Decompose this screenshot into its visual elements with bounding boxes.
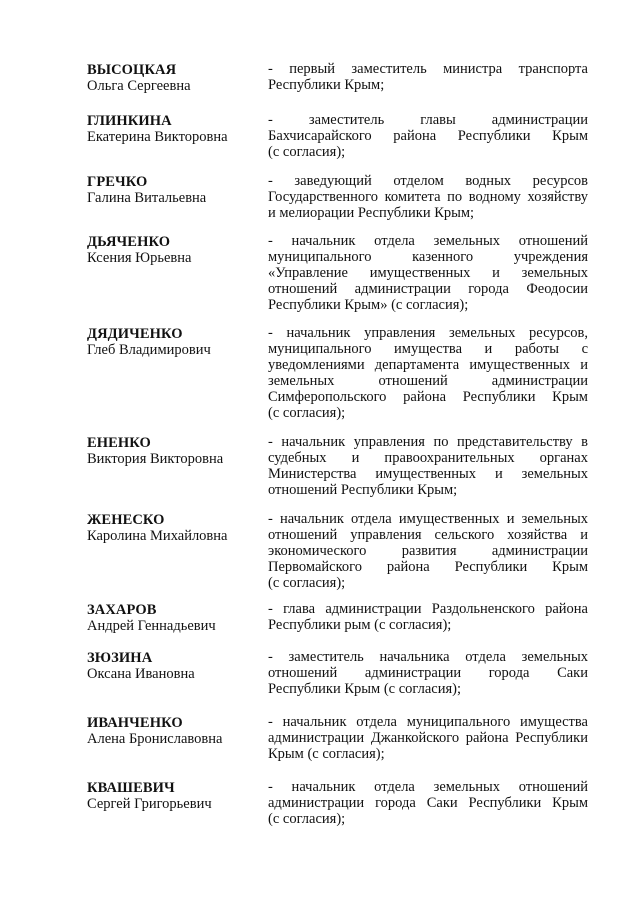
member-position	[268, 715, 588, 763]
member-surname: ЗАХАРОВ	[87, 602, 157, 618]
position-line: - начальник отдела земельных отношений	[268, 233, 588, 249]
member-surname: ЗЮЗИНА	[87, 650, 153, 666]
position-line: Республики Крым» (с согласия);	[268, 296, 469, 313]
position-line: - заведующий отделом водных ресурсов	[268, 173, 588, 189]
position-line: муниципального казенного учреждения	[268, 248, 588, 265]
member-position	[268, 435, 588, 499]
member-name	[87, 234, 262, 266]
member-given-name: Алена Брониславовна	[87, 731, 223, 747]
position-line: (с согласия);	[268, 143, 346, 160]
position-line: - начальник управления по представительству в	[268, 434, 588, 450]
member-surname: ГРЕЧКО	[87, 174, 148, 190]
position-line: - первый заместитель министра транспорта	[268, 61, 588, 77]
position-line: земельных отношений администрации	[268, 372, 588, 389]
member-given-name: Каролина Михайловна	[87, 528, 228, 544]
position-line: - заместитель главы администрации	[268, 112, 588, 128]
member-surname: ВЫСОЦКАЯ	[87, 62, 177, 78]
position-line: Республики Крым;	[268, 76, 385, 93]
position-line: администрации города Саки Республики Крым	[268, 794, 588, 811]
member-position	[268, 650, 588, 698]
member-given-name: Оксана Ивановна	[87, 666, 195, 682]
member-given-name: Ксения Юрьевна	[87, 250, 192, 266]
member-given-name: Ольга Сергеевна	[87, 78, 191, 94]
member-given-name: Андрей Геннадьевич	[87, 618, 216, 634]
member-position	[268, 602, 588, 634]
position-line: уведомлениями департамента имущественных и	[268, 356, 588, 373]
member-surname: ДЬЯЧЕНКО	[87, 234, 171, 250]
member-surname: ДЯДИЧЕНКО	[87, 326, 183, 342]
position-line: - начальник отдела имущественных и земельных	[268, 511, 588, 527]
member-surname: ИВАНЧЕНКО	[87, 715, 183, 731]
position-line: Государственного комитета по водному хозяйству	[268, 188, 588, 205]
member-name	[87, 326, 262, 358]
position-line: (с согласия);	[268, 810, 346, 827]
position-line: экономического развития администрации	[268, 542, 588, 559]
member-position	[268, 326, 588, 421]
position-line: (с согласия);	[268, 574, 346, 591]
position-line: Крым (с согласия);	[268, 745, 385, 762]
member-name	[87, 715, 262, 747]
member-name	[87, 113, 262, 145]
member-surname: ЖЕНЕСКО	[87, 512, 165, 528]
position-line: отношений Республики Крым;	[268, 481, 458, 498]
member-name	[87, 435, 262, 467]
position-line: Бахчисарайского района Республики Крым	[268, 127, 588, 144]
position-line: судебных и правоохранительных органах	[268, 449, 588, 466]
member-surname: ЕНЕНКО	[87, 435, 151, 451]
member-position	[268, 780, 588, 828]
position-line: отношений администрации города Саки	[268, 664, 588, 681]
position-line: Республики Крым (с согласия);	[268, 680, 462, 697]
member-name	[87, 174, 262, 206]
position-line: - начальник отдела муниципального имущества	[268, 714, 588, 730]
position-line: Симферопольского района Республики Крым	[268, 388, 588, 405]
member-given-name: Глеб Владимирович	[87, 342, 211, 358]
position-line: «Управление имущественных и земельных	[268, 264, 588, 281]
member-position	[268, 62, 588, 94]
member-name	[87, 512, 262, 544]
member-given-name: Сергей Григорьевич	[87, 796, 212, 812]
position-line: - глава администрации Раздольненского района	[268, 601, 588, 617]
member-surname: ГЛИНКИНА	[87, 113, 172, 129]
position-line: Республики рым (с согласия);	[268, 616, 452, 633]
member-name	[87, 62, 262, 94]
position-line: администрации Джанкойского района Республики	[268, 729, 588, 746]
position-line: отношений управления сельского хозяйства и	[268, 526, 588, 543]
member-position	[268, 113, 588, 161]
member-position	[268, 234, 588, 314]
member-position	[268, 174, 588, 222]
member-name	[87, 780, 262, 812]
member-name	[87, 602, 262, 634]
position-line: Министерства имущественных и земельных	[268, 465, 588, 482]
position-line: муниципального имущества и работы с	[268, 340, 588, 357]
position-line: - заместитель начальника отдела земельных	[268, 649, 588, 665]
member-given-name: Екатерина Викторовна	[87, 129, 228, 145]
member-surname: КВАШЕВИЧ	[87, 780, 175, 796]
position-line: отношений администрации города Феодосии	[268, 280, 588, 297]
position-line: Первомайского района Республики Крым	[268, 558, 588, 575]
position-line: и мелиорации Республики Крым;	[268, 204, 475, 221]
member-position	[268, 512, 588, 592]
position-line: (с согласия);	[268, 404, 346, 421]
member-given-name: Галина Витальевна	[87, 190, 207, 206]
member-given-name: Виктория Викторовна	[87, 451, 224, 467]
position-line: - начальник управления земельных ресурсов,	[268, 325, 588, 341]
member-name	[87, 650, 262, 682]
position-line: - начальник отдела земельных отношений	[268, 779, 588, 795]
